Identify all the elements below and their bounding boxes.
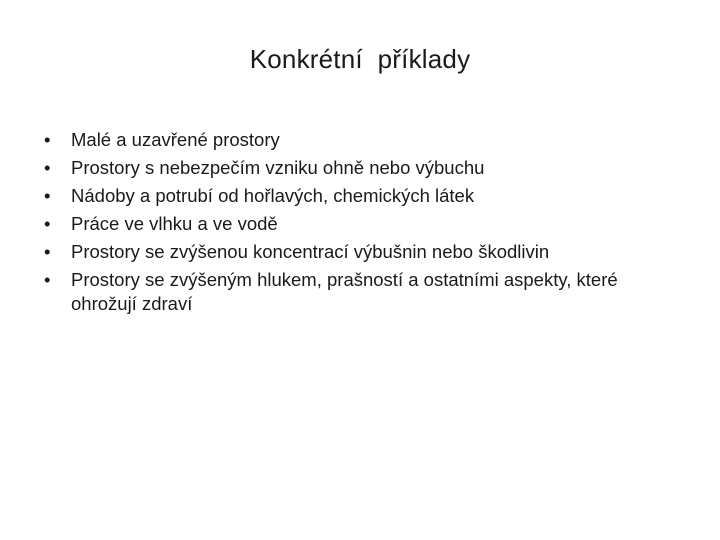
list-item — [44, 184, 684, 208]
bullet-list — [44, 128, 684, 320]
list-item — [44, 212, 684, 236]
list-item-text: Práce ve vlhku a ve vodě — [71, 213, 278, 234]
slide-title: Konkrétní příklady — [249, 44, 471, 74]
list-item — [44, 268, 684, 316]
list-item-text: Prostory se zvýšenou koncentrací výbušnin nebo škodlivin — [71, 241, 550, 262]
list-item-text: Prostory s nebezpečím vzniku ohně nebo výbuchu — [71, 157, 485, 178]
list-item — [44, 156, 684, 180]
bullet-icon: • — [44, 185, 51, 206]
list-item — [44, 128, 684, 152]
list-item-text: Malé a uzavřené prostory — [71, 129, 280, 150]
bullet-icon: • — [44, 213, 51, 234]
list-item-text: Nádoby a potrubí od hořlavých, chemických látek — [71, 185, 475, 206]
list-item-text: Prostory se zvýšeným hlukem, prašností a ostatními aspekty, které ohrožují zdraví — [71, 269, 618, 314]
list-item — [44, 240, 684, 264]
bullet-icon: • — [44, 129, 51, 150]
bullet-icon: • — [44, 241, 51, 262]
bullet-icon: • — [44, 269, 51, 290]
bullet-icon: • — [44, 157, 51, 178]
